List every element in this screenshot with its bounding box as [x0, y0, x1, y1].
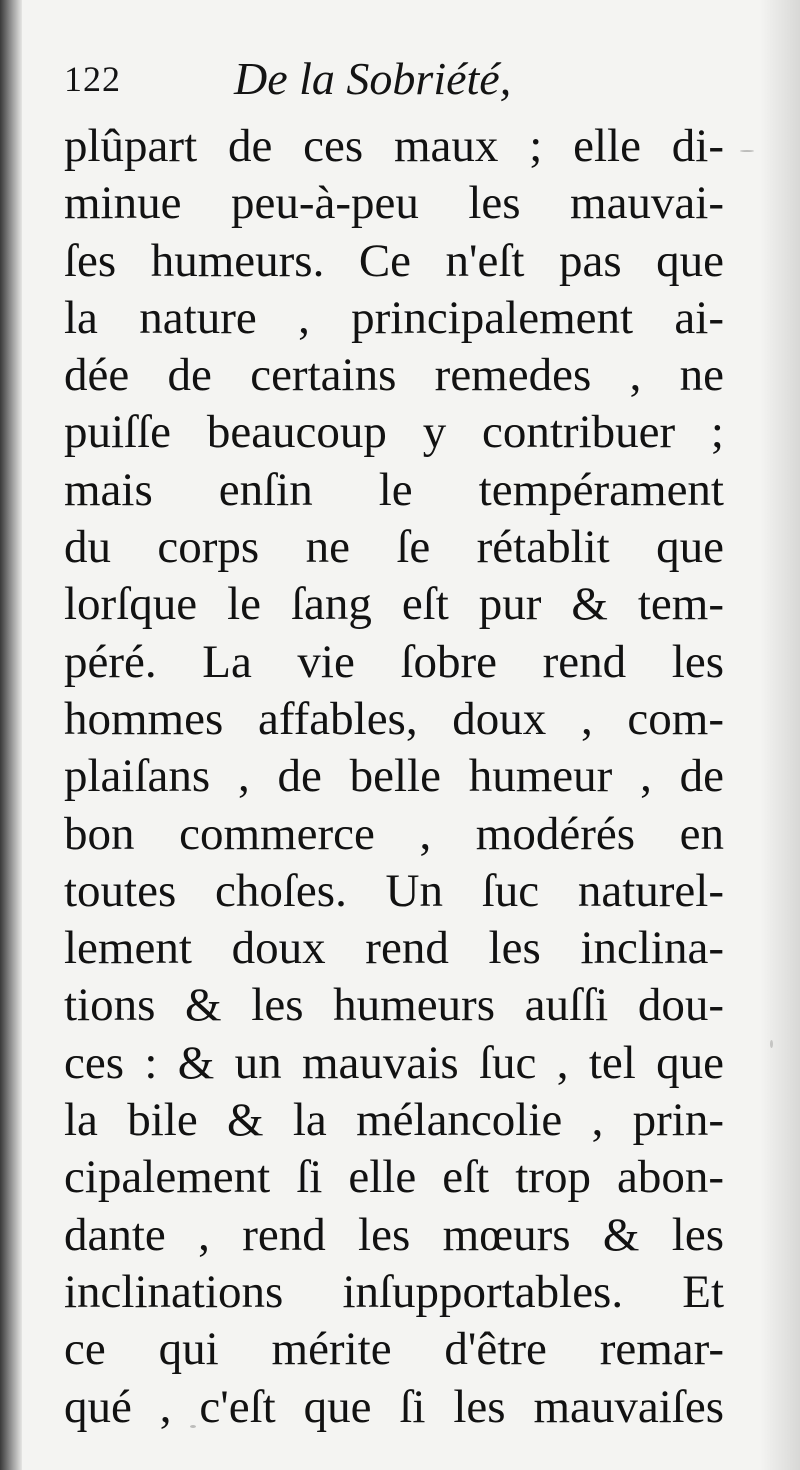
paper-speck: [740, 150, 754, 152]
text-line: la bile & la mélancolie , prin-: [64, 1094, 724, 1147]
text-line: hommes affables, doux , com-: [64, 692, 724, 745]
text-line: mais enſin le tempérament: [64, 463, 724, 516]
text-line: dée de certains remedes , ne: [64, 349, 724, 402]
paper-speck: [770, 1040, 773, 1048]
text-line: inclinations inſupportables. Et: [64, 1265, 724, 1318]
text-line: du corps ne ſe rétablit que: [64, 521, 724, 574]
text-line: plûpart de ces maux ; elle di-: [64, 120, 724, 172]
body-text: [64, 118, 724, 1436]
page-header: [64, 52, 744, 112]
text-line: ces : & un mauvais ſuc , tel que: [64, 1036, 724, 1089]
text-line: lement doux rend les inclina-: [64, 922, 724, 975]
text-line: minue peu-à-peu les mauvai-: [64, 177, 724, 230]
text-line: puiſſe beaucoup y contribuer ;: [64, 406, 724, 459]
text-line: lorſque le ſang eſt pur & tem-: [64, 578, 724, 631]
text-line: la nature , principalement ai-: [64, 291, 724, 344]
text-line: cipalement ſi elle eſt trop abon-: [64, 1151, 724, 1204]
running-title: De la Sobriété,: [234, 53, 512, 104]
text-line: plaiſans , de belle humeur , de: [64, 750, 724, 803]
text-line: qué , c'eſt que ſi les mauvaiſes: [64, 1380, 724, 1433]
text-line: tions & les humeurs auſſi dou-: [64, 979, 724, 1032]
text-line: ſes humeurs. Ce n'eſt pas que: [64, 234, 724, 287]
text-line: ce qui mérite d'être remar-: [64, 1323, 724, 1376]
text-line: bon commerce , modérés en: [64, 807, 724, 860]
text-line: toutes choſes. Un ſuc naturel-: [64, 864, 724, 917]
text-line: péré. La vie ſobre rend les: [64, 635, 724, 688]
page-number: 122: [64, 59, 121, 99]
text-line: dante , rend les mœurs & les: [64, 1208, 724, 1261]
